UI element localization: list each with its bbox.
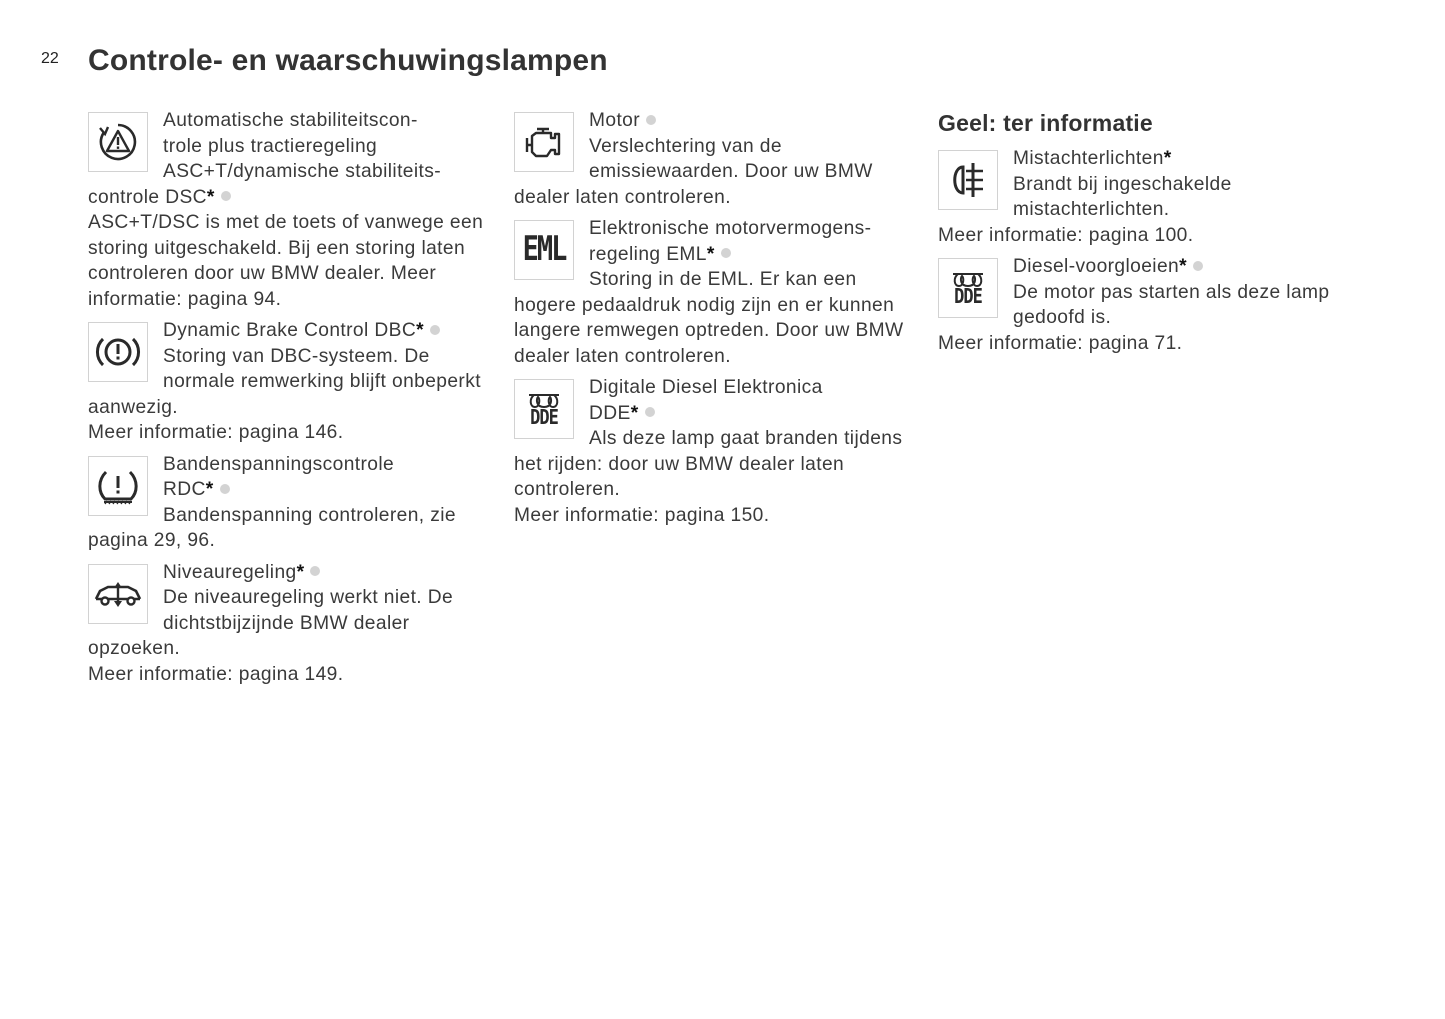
entry-eml xyxy=(514,216,924,369)
eml-text-icon: EML xyxy=(514,220,574,280)
option-star: * xyxy=(1179,256,1187,277)
fog-more-info: Meer informatie: pagina 100. xyxy=(938,224,1194,246)
dde-title: Digitale Diesel Elektronica DDE* xyxy=(589,377,823,424)
column-1 xyxy=(88,108,493,693)
rear-fog-light-icon xyxy=(938,150,998,210)
indicator-dot xyxy=(221,191,231,201)
brake-warning-icon xyxy=(88,322,148,382)
stability-control-warning-icon xyxy=(88,112,148,172)
option-star: * xyxy=(206,186,215,208)
indicator-dot xyxy=(721,248,731,258)
niveau-body: De niveauregeling werkt niet. De dichtstbijzijnde BMW dealer opzoeken. xyxy=(88,587,454,659)
niveau-title: Niveauregeling* xyxy=(88,560,493,586)
niveau-more-info: Meer informatie: pagina 149. xyxy=(88,663,344,685)
indicator-dot xyxy=(646,115,656,125)
dbc-body: Storing van DBC-systeem. De normale remwerking blijft onbeperkt aanwezig. xyxy=(88,345,481,418)
indicator-dot xyxy=(220,484,230,494)
column-3 xyxy=(938,108,1338,362)
dbc-more-info: Meer informatie: pagina 146. xyxy=(88,422,344,443)
rdc-title: Bandenspanningscontrole RDC* xyxy=(163,453,395,500)
glow-more-info: Meer informatie: pagina 71. xyxy=(938,332,1183,354)
glow-title: Diesel-voorgloeien* xyxy=(938,254,1338,280)
rdc-body: Bandenspanning controleren, zie pagina 29, 96. xyxy=(88,504,456,551)
entry-dde xyxy=(514,375,924,528)
page-title: Controle- en waarschuwingslampen xyxy=(88,44,608,77)
fog-body: Brandt bij ingeschakelde mistachterlichten. xyxy=(1013,173,1232,220)
entry-asc-dsc xyxy=(88,108,493,312)
engine-check-icon xyxy=(514,112,574,172)
dde-body: Als deze lamp gaat branden tijdens het rijden: door uw BMW dealer laten controleren. xyxy=(514,428,903,500)
indicator-dot xyxy=(645,407,655,417)
asc-title: Automatische stabiliteitscon- trole plus tractieregeling ASC+T/dynamische stabiliteits- controle DSC* xyxy=(88,110,442,208)
dde-more-info: Meer informatie: pagina 150. xyxy=(514,504,770,526)
option-star: * xyxy=(296,561,305,583)
tire-pressure-icon xyxy=(88,456,148,516)
entry-glow xyxy=(938,254,1338,356)
eml-title: Elektronische motorvermogens- regeling EML* xyxy=(589,218,872,265)
page-number: 22 xyxy=(41,50,59,67)
entry-rdc xyxy=(88,452,493,554)
motor-title: Motor xyxy=(514,108,924,134)
glow-plug-dde-icon: DDE xyxy=(938,258,998,318)
option-star: * xyxy=(630,402,639,424)
dbc-title: Dynamic Brake Control DBC* xyxy=(88,318,493,344)
entry-motor xyxy=(514,108,924,210)
entry-fog xyxy=(938,146,1338,248)
glow-body: De motor pas starten als deze lamp gedoofd is. xyxy=(1013,281,1330,328)
fog-title: Mistachterlichten* xyxy=(1013,148,1172,169)
level-control-icon xyxy=(88,564,148,624)
option-star: * xyxy=(1163,148,1172,169)
section-heading-yellow: Geel: ter informatie xyxy=(938,110,1153,136)
option-star: * xyxy=(205,479,214,500)
asc-body: ASC+T/DSC is met de toets of vanwege een storing uitgeschakeld. Bij een storing laten controleren door uw BMW dealer. Meer informatie: pagina 94. xyxy=(88,212,484,310)
column-2 xyxy=(514,108,924,534)
motor-body: Verslechtering van de emissiewaarden. Door uw BMW dealer laten controleren. xyxy=(514,135,873,208)
entry-niveau xyxy=(88,560,493,688)
glow-plug-dde-icon: DDE xyxy=(514,379,574,439)
eml-body: Storing in de EML. Er kan een hogere pedaaldruk nodig zijn en er kunnen langere remwegen optreden. Door uw BMW dealer laten controleren. xyxy=(514,269,904,367)
indicator-dot xyxy=(430,325,440,335)
entry-dbc xyxy=(88,318,493,446)
option-star: * xyxy=(706,243,715,265)
indicator-dot xyxy=(1193,261,1203,271)
indicator-dot xyxy=(310,566,320,576)
option-star: * xyxy=(416,320,424,341)
